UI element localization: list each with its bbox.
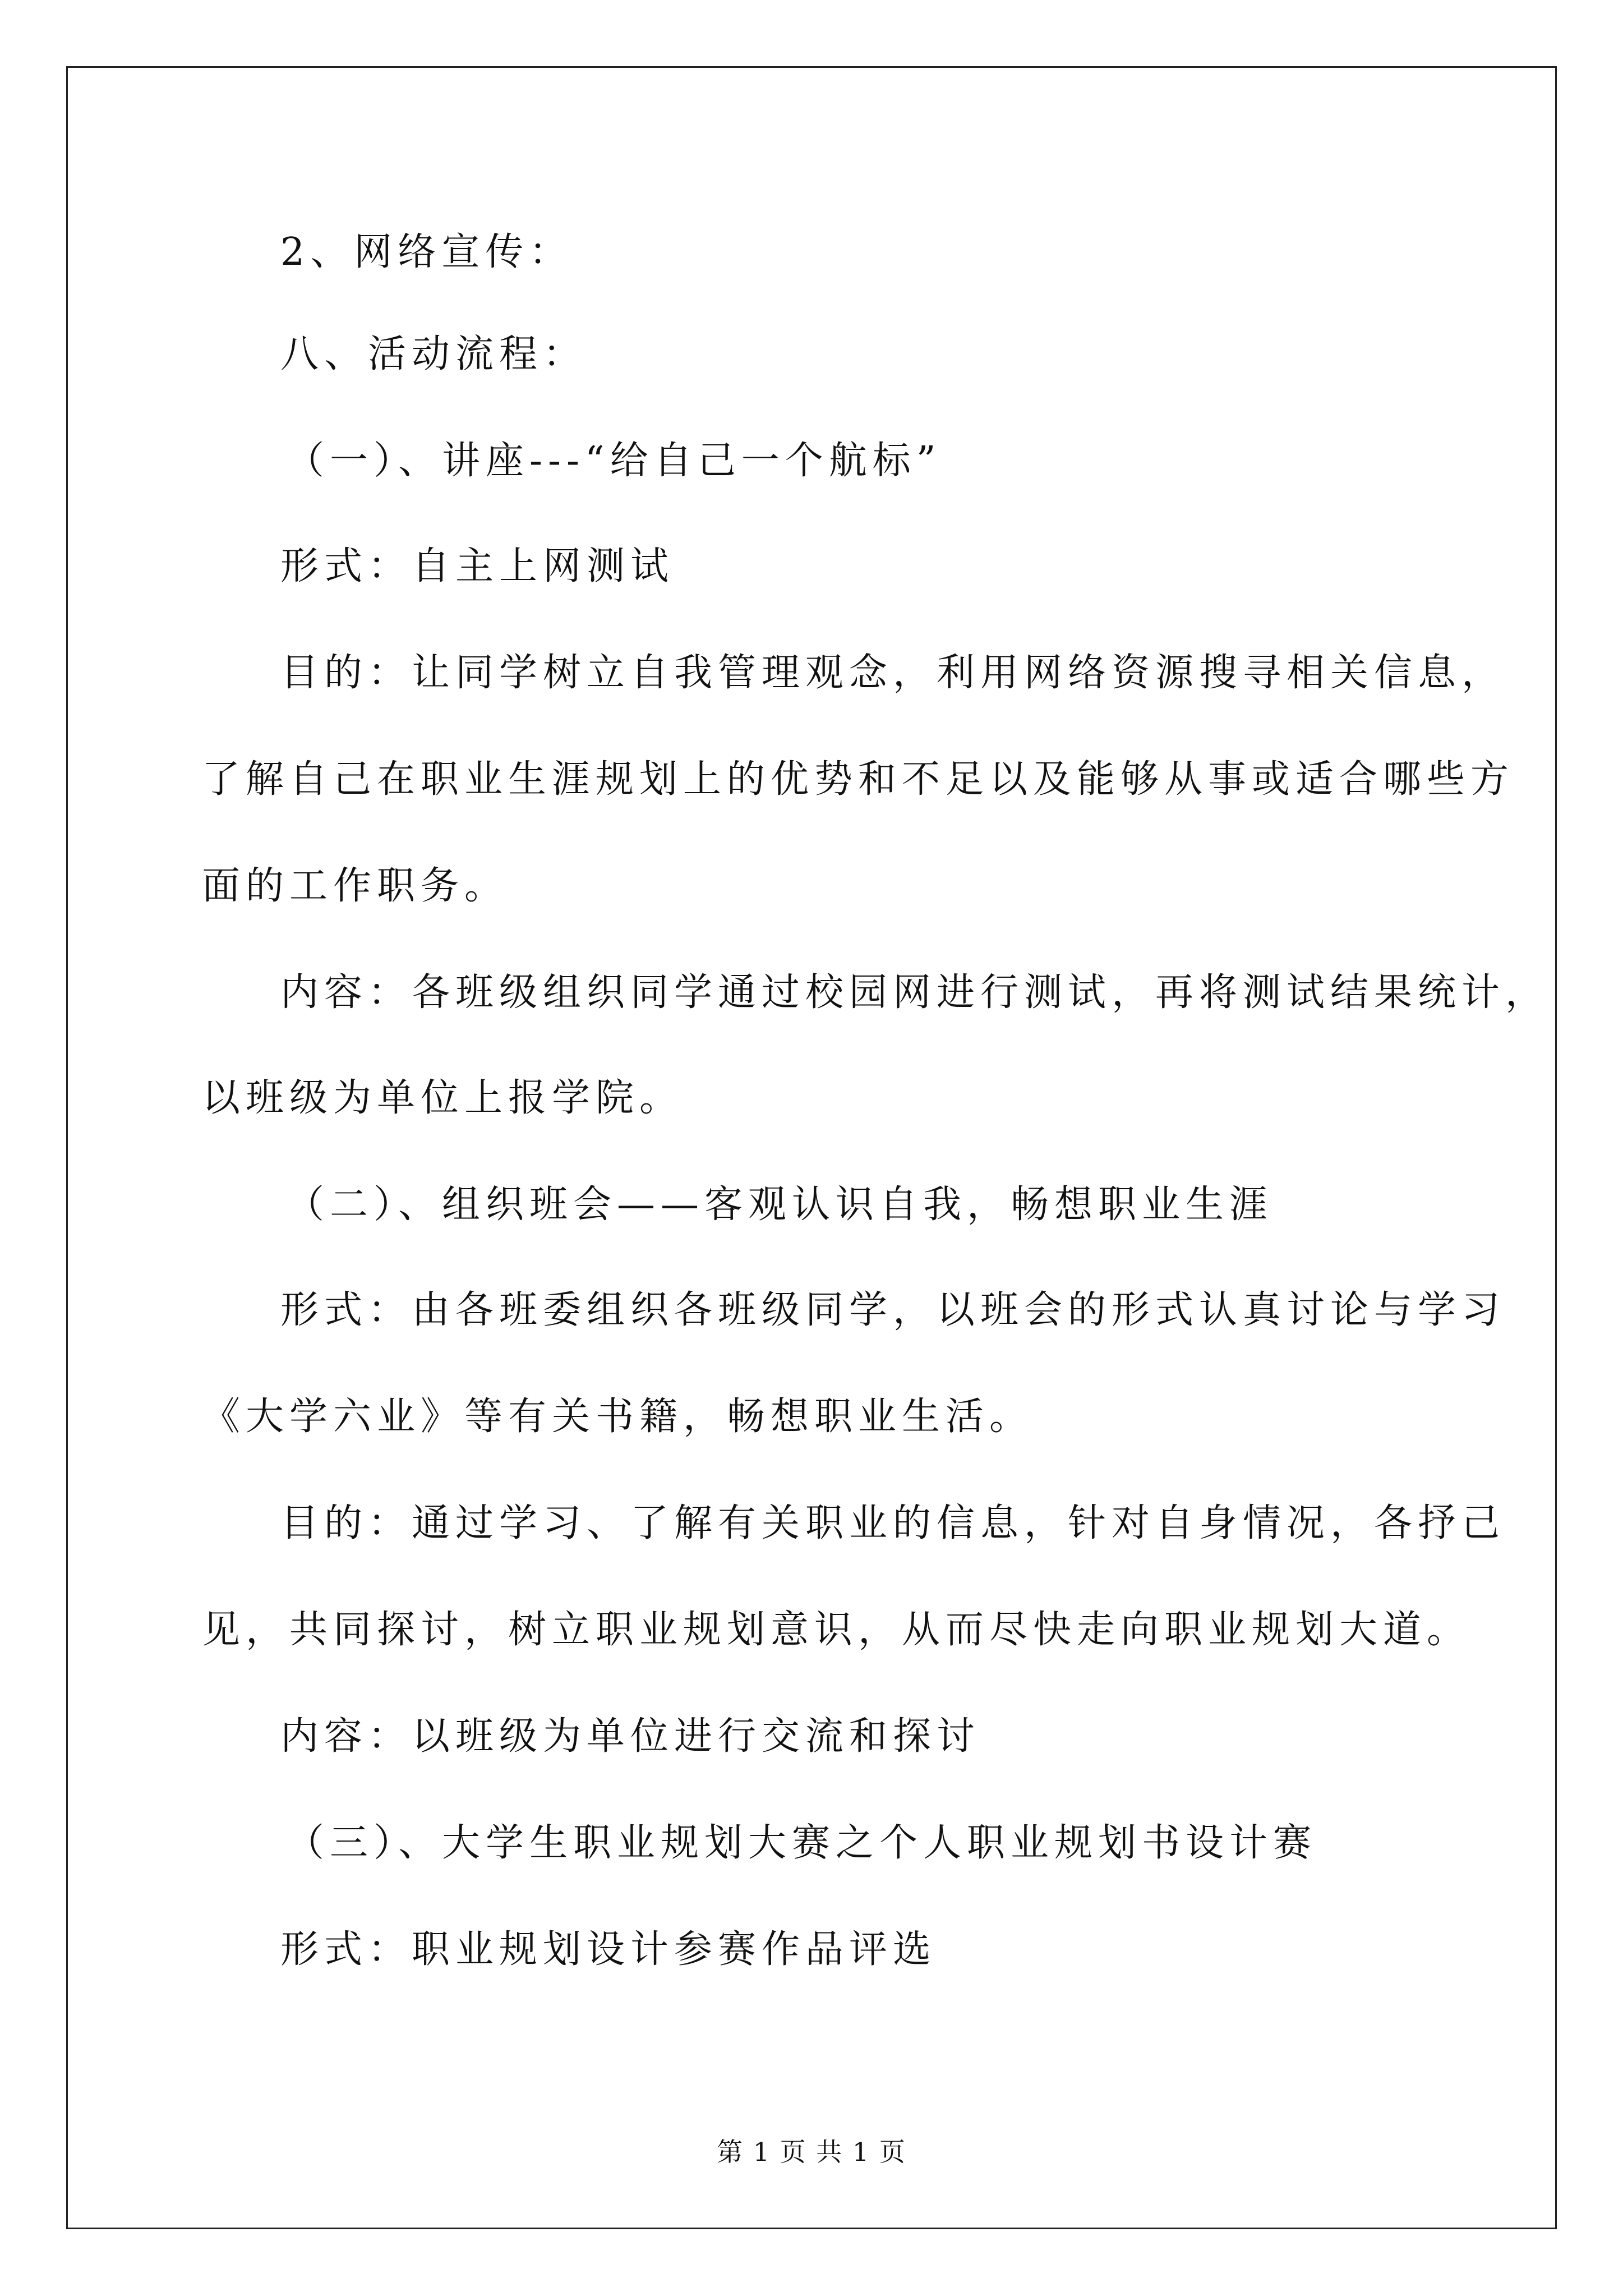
paragraph-line: 形式：自主上网测试 <box>280 544 675 588</box>
section-heading: （三）、大学生职业规划大赛之个人职业规划书设计赛 <box>286 1821 1317 1865</box>
paragraph-line: 形式：由各班委组织各班级同学，以班会的形式认真讨论与学习 <box>280 1288 1506 1332</box>
paragraph-line: 以班级为单位上报学院。 <box>202 1076 684 1120</box>
page-border <box>66 66 1557 2229</box>
paragraph-line: 内容：以班级为单位进行交流和探讨 <box>280 1714 981 1759</box>
paragraph-line: 八、活动流程： <box>280 332 587 376</box>
paragraph-line: 面的工作职务。 <box>202 864 509 908</box>
paragraph-line: 目的：通过学习、了解有关职业的信息，针对自身情况，各抒己 <box>280 1501 1506 1545</box>
paragraph-line: 了解自己在职业生涯规划上的优势和不足以及能够从事或适合哪些方 <box>202 757 1515 802</box>
section-heading: （二）、组织班会——客观认识自我，畅想职业生涯 <box>286 1182 1274 1227</box>
paragraph-line: 形式：职业规划设计参赛作品评选 <box>280 1927 937 1972</box>
paragraph-line: 《大学六业》等有关书籍，畅想职业生活。 <box>202 1395 1034 1439</box>
paragraph-line: 内容：各班级组织同学通过校园网进行测试，再将测试结果统计， <box>280 970 1550 1015</box>
paragraph-line: 见，共同探讨，树立职业规划意识，从而尽快走向职业规划大道。 <box>202 1608 1471 1652</box>
page-footer: 第 1 页 共 1 页 <box>717 2137 906 2167</box>
section-heading: （一）、讲座---“给自己一个航标” <box>286 439 942 483</box>
paragraph-line: 2、网络宣传： <box>280 230 573 274</box>
paragraph-line: 目的：让同学树立自我管理观念，利用网络资源搜寻相关信息， <box>280 651 1506 695</box>
